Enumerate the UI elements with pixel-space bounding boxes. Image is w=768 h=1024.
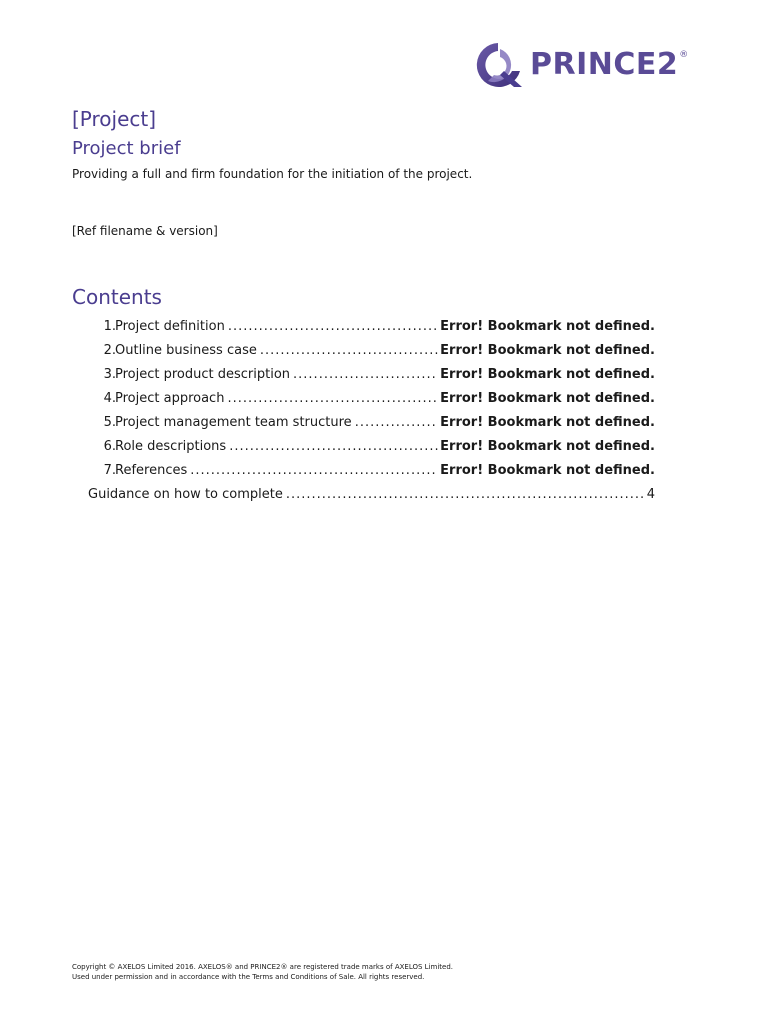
toc-entry-title: Project definition — [115, 319, 225, 334]
toc-entry[interactable] — [72, 339, 655, 363]
toc-entry-page: Error! Bookmark not defined. — [440, 343, 655, 358]
contents-heading: Contents — [72, 285, 162, 309]
document-title: [Project] — [72, 107, 157, 131]
toc-entry-page: 4 — [646, 487, 655, 502]
toc-leader-dots — [228, 315, 438, 339]
toc-entry[interactable] — [72, 363, 655, 387]
logo-wordmark: PRINCE2 — [530, 47, 679, 82]
toc-entry[interactable] — [72, 411, 655, 435]
toc-leader-dots — [260, 339, 438, 363]
document-reference: [Ref filename & version] — [72, 224, 218, 238]
toc-leader-dots — [229, 435, 438, 459]
toc-entry-number: 2. — [103, 343, 116, 358]
toc-entry-number: 7. — [103, 463, 116, 478]
toc-entry-page: Error! Bookmark not defined. — [440, 439, 655, 454]
toc-entry[interactable] — [72, 459, 655, 483]
footer-line: Copyright © AXELOS Limited 2016. AXELOS® and PRINCE2® are registered trade marks of AXELOS Limited. — [72, 963, 453, 971]
toc-entry-page: Error! Bookmark not defined. — [440, 415, 655, 430]
toc-entry-number: 1. — [103, 319, 116, 334]
toc-leader-dots — [293, 363, 438, 387]
toc-entry-number: 3. — [103, 367, 116, 382]
copyright-footer — [72, 962, 453, 982]
toc-entry[interactable] — [72, 435, 655, 459]
toc-entry-title: Project approach — [115, 391, 225, 406]
toc-entry[interactable] — [72, 315, 655, 339]
prince2-logo — [474, 40, 734, 90]
table-of-contents — [72, 315, 655, 507]
toc-leader-dots — [227, 387, 438, 411]
toc-entry-title: Project management team structure — [115, 415, 352, 430]
toc-entry-page: Error! Bookmark not defined. — [440, 463, 655, 478]
toc-entry-page: Error! Bookmark not defined. — [440, 391, 655, 406]
toc-entry[interactable] — [72, 387, 655, 411]
toc-entry-title: Role descriptions — [115, 439, 227, 454]
toc-entry-title: Outline business case — [115, 343, 257, 358]
toc-entry-title: References — [115, 463, 188, 478]
prince2-logo-icon — [474, 41, 528, 89]
toc-entry-title: Guidance on how to complete — [88, 487, 283, 502]
toc-leader-dots — [355, 411, 438, 435]
document-description: Providing a full and firm foundation for the initiation of the project. — [72, 167, 473, 181]
toc-entry-page: Error! Bookmark not defined. — [440, 367, 655, 382]
toc-leader-dots — [286, 483, 645, 507]
toc-entry-number: 4. — [103, 391, 116, 406]
toc-entry-guidance[interactable] — [72, 483, 655, 507]
registered-mark: ® — [679, 50, 689, 60]
toc-entry-number: 6. — [103, 439, 116, 454]
toc-entry-page: Error! Bookmark not defined. — [440, 319, 655, 334]
toc-leader-dots — [190, 459, 438, 483]
toc-entry-number: 5. — [103, 415, 116, 430]
document-subtitle: Project brief — [72, 138, 181, 159]
footer-line: Used under permission and in accordance with the Terms and Conditions of Sale. All rights reserved. — [72, 973, 425, 981]
toc-entry-title: Project product description — [115, 367, 291, 382]
